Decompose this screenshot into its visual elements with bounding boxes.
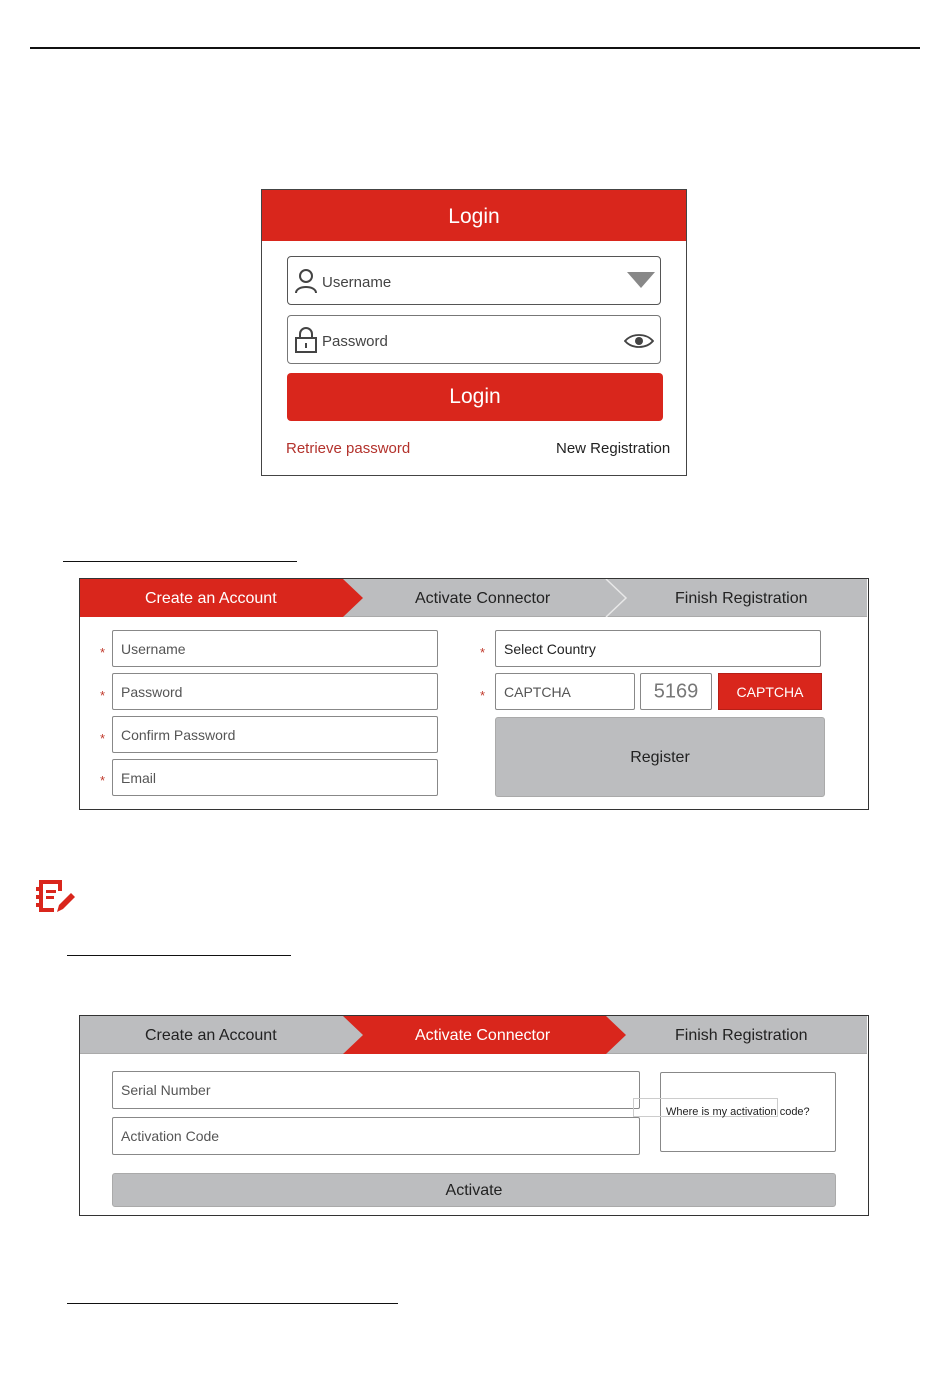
register-stepbar (80, 579, 867, 617)
note-edit-icon (36, 878, 76, 914)
retrieve-password-link[interactable]: Retrieve password (286, 440, 411, 457)
captcha-refresh-button[interactable]: CAPTCHA (718, 673, 822, 710)
captcha-image (640, 673, 712, 710)
required-mark: * (100, 773, 106, 788)
eye-icon[interactable] (624, 333, 654, 349)
register-panel (79, 578, 869, 810)
login-button[interactable]: Login (287, 373, 663, 421)
serial-number-input[interactable] (112, 1071, 640, 1109)
select-country-label: Select Country (504, 640, 596, 657)
captcha-input[interactable] (495, 673, 635, 710)
select-country-dropdown[interactable] (495, 630, 821, 667)
required-mark: * (480, 688, 486, 703)
top-rule (30, 47, 920, 49)
captcha-placeholder: CAPTCHA (504, 683, 571, 700)
section-rule-2 (67, 955, 291, 956)
step-create-account: Create an Account (145, 590, 277, 607)
required-mark: * (100, 688, 106, 703)
step-finish-registration: Finish Registration (675, 590, 808, 607)
captcha-code: 5169 (653, 680, 699, 702)
register-button[interactable]: Register (495, 717, 825, 797)
lock-icon (295, 327, 317, 353)
step-create-account: Create an Account (145, 1027, 277, 1044)
username-field[interactable] (287, 256, 661, 305)
login-card (261, 189, 687, 476)
required-mark: * (480, 645, 486, 660)
confirm-password-placeholder: Confirm Password (121, 726, 236, 743)
section-rule-3 (67, 1303, 398, 1304)
email-input[interactable] (112, 759, 438, 796)
step-finish-registration: Finish Registration (675, 1027, 808, 1044)
required-mark: * (100, 731, 106, 746)
step-activate-connector: Activate Connector (415, 1027, 551, 1044)
login-title: Login (262, 190, 686, 241)
activate-panel (79, 1015, 869, 1216)
register-password-input[interactable] (112, 673, 438, 710)
activate-button[interactable]: Activate (112, 1173, 836, 1207)
activation-code-placeholder: Activation Code (121, 1128, 220, 1144)
register-password-placeholder: Password (121, 683, 183, 700)
activation-code-input[interactable] (112, 1117, 640, 1155)
confirm-password-input[interactable] (112, 716, 438, 753)
register-username-input[interactable] (112, 630, 438, 667)
serial-number-placeholder: Serial Number (121, 1082, 211, 1098)
required-mark: * (100, 645, 106, 660)
email-placeholder: Email (121, 769, 157, 786)
password-field[interactable] (287, 315, 661, 364)
password-placeholder: Password (322, 333, 388, 350)
step-activate-connector: Activate Connector (415, 590, 551, 607)
chevron-down-icon[interactable] (627, 272, 655, 288)
user-icon (295, 268, 317, 294)
activate-stepbar (80, 1016, 867, 1054)
username-placeholder: Username (322, 274, 392, 291)
new-registration-link[interactable]: New Registration (556, 440, 671, 457)
activation-help-link[interactable]: Where is my activation code? (666, 1106, 810, 1118)
section-rule-1 (63, 561, 297, 562)
register-username-placeholder: Username (121, 640, 186, 657)
